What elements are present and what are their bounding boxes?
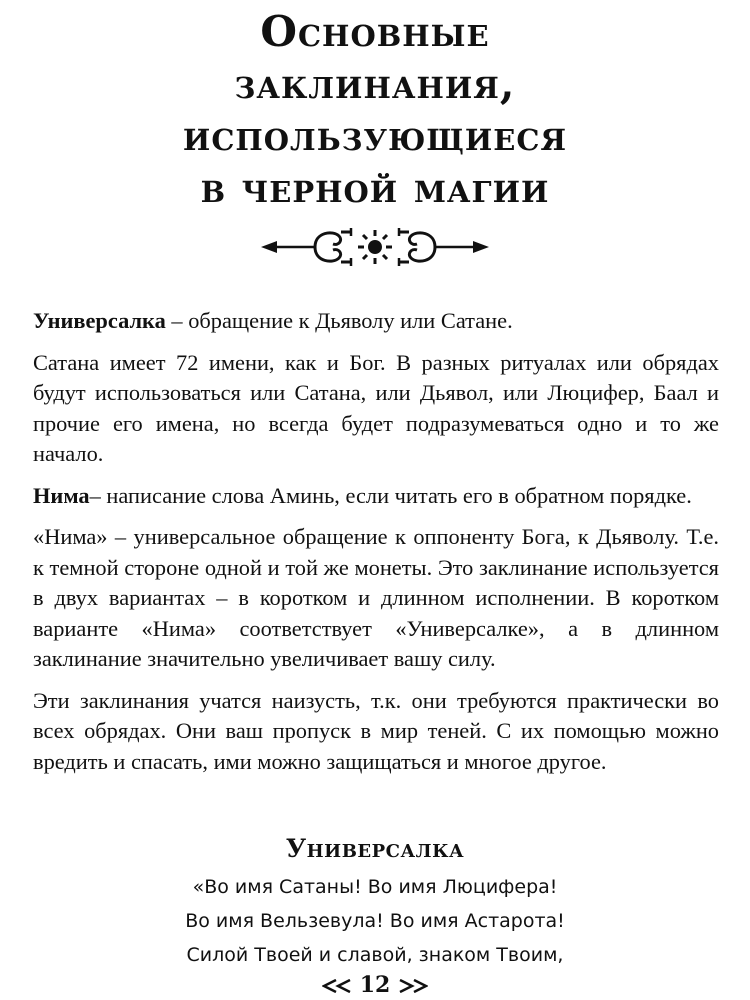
paragraph-text: Сатана имеет 72 имени, как и Бог. В разных ритуалах или обрядах будут использоваться или Сатана, или Дьявол, или Люцифер, Баал и прочие его имена, но всегда будет подразумеваться одно и то же начало. [33,349,719,466]
term: Нима [33,482,90,508]
paragraph [33,522,719,675]
paragraph [33,348,719,470]
page-number: 12 [359,972,391,998]
double-arrow-right-icon [398,979,428,993]
spell-line: Во имя Вельзевула! Во имя Астарота! [185,910,565,932]
paragraph-text: – обращение к Дьяволу или Сатане. [165,308,513,333]
paragraph-text: Эти заклинания учатся наизусть, т.к. они требуются практически во всех обрядах. Они ваш пропуск в мир теней. С их помощью можно вредить и спасать, ими можно защищаться и многое другое. [33,687,719,774]
paragraph [33,481,719,512]
body-text [33,306,719,788]
sun-scroll-ornament-icon [255,222,495,272]
page-number-footer [0,970,750,1000]
paragraph-text: «Нима» – универсальное обращение к оппоненту Бога, к Дьяволу. Т.е. к темной стороне одной и той же монеты. Это заклинание используется в двух вариантах – в коротком и длинном исполнении. В коротком варианте «Нима» соответствует «Универсалке», а в длинном заклинание значительно увеличивает вашу силу. [33,524,719,671]
spell-title: Универсалка [285,834,465,863]
chapter-title-line: заклинания, [234,59,516,108]
spell-line: Силой Твоей и славой, знаком Твоим, [186,944,564,966]
chapter-title [0,6,750,214]
paragraph [33,306,719,337]
chapter-title-line: Основные [260,7,490,56]
double-arrow-left-icon [322,979,352,993]
chapter-title-line: в черной магии [200,163,550,212]
chapter-title-line: использующиеся [182,111,568,160]
term: Универсалка [33,308,166,333]
paragraph [33,686,719,778]
spell-text [0,870,750,972]
paragraph-text: – написание слова Аминь, если читать его в обратном порядке. [89,482,692,508]
spell-line: «Во имя Сатаны! Во имя Люцифера! [192,876,558,898]
